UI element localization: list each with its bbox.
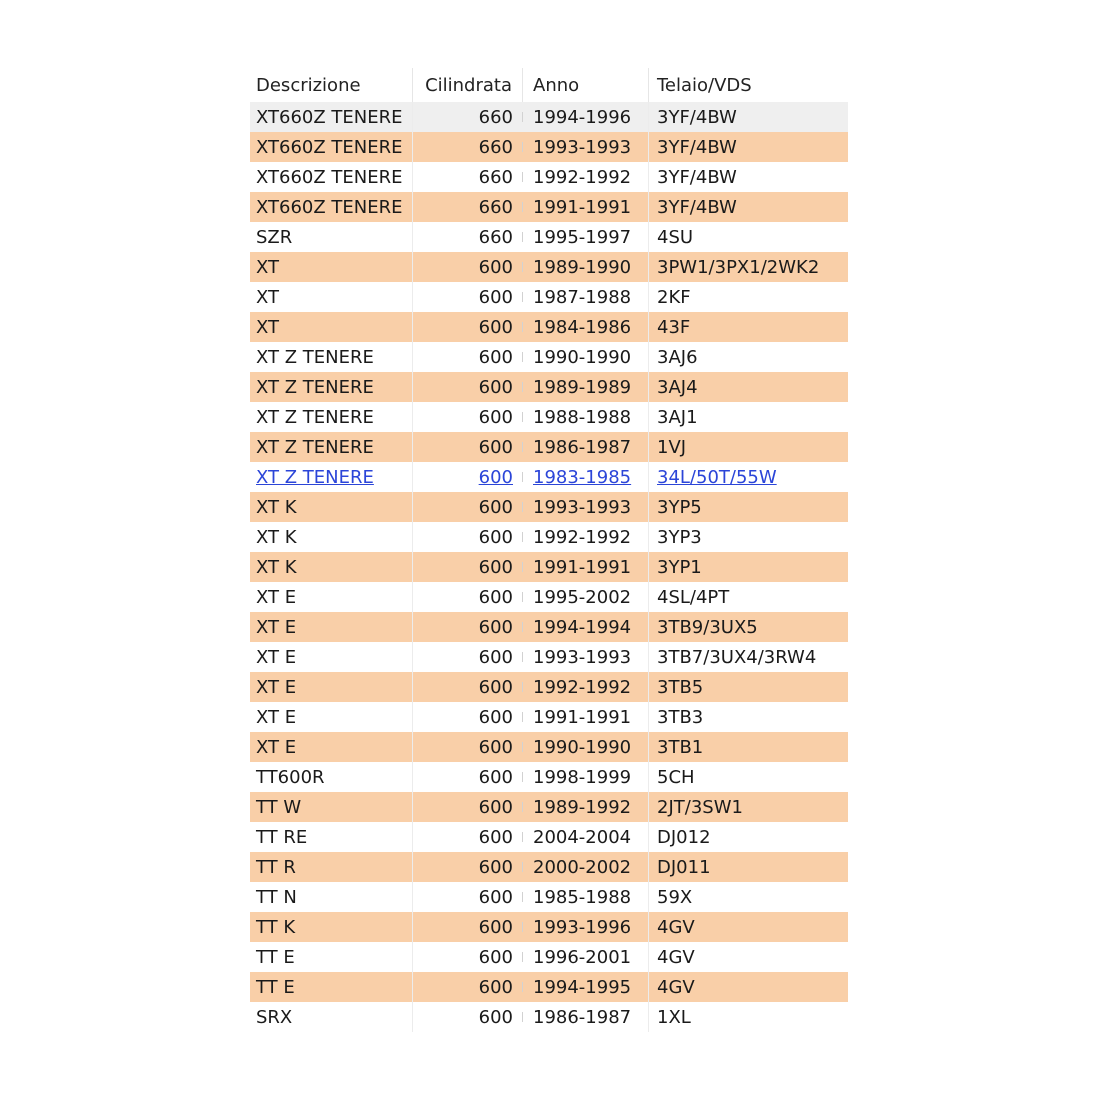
table-row[interactable] — [250, 462, 848, 492]
cell-telaio: 3YP1 — [657, 556, 702, 578]
table-row[interactable] — [250, 402, 848, 432]
cell-cilindrata: 600 — [413, 1002, 523, 1032]
cell-descrizione: XT — [250, 252, 413, 282]
cell-telaio: 3TB7/3UX4/3RW4 — [657, 646, 817, 668]
cell-cilindrata: 600 — [413, 852, 523, 882]
cell-anno: 1985-1988 — [523, 882, 649, 912]
cell-anno: 1993-1993 — [523, 642, 649, 672]
cell-descrizione: TT K — [250, 912, 413, 942]
cell-cilindrata: 660 — [413, 222, 523, 252]
table-row[interactable] — [250, 942, 848, 972]
cell-cilindrata: 600 — [413, 462, 523, 492]
table-row[interactable] — [250, 552, 848, 582]
cell-descrizione: TT RE — [250, 822, 413, 852]
cell-telaio: 3AJ1 — [657, 406, 698, 428]
cell-anno: 1994-1995 — [523, 972, 649, 1002]
cell-cilindrata: 600 — [413, 612, 523, 642]
table-row[interactable] — [250, 162, 848, 192]
cell-anno: 1993-1993 — [523, 132, 649, 162]
cell-cilindrata: 600 — [413, 372, 523, 402]
table-row[interactable] — [250, 852, 848, 882]
cell-telaio: 3PW1/3PX1/2WK2 — [657, 256, 820, 278]
cell-cilindrata: 600 — [413, 582, 523, 612]
cell-telaio: 2KF — [657, 286, 691, 308]
table-row[interactable] — [250, 222, 848, 252]
cell-descrizione: TT W — [250, 792, 413, 822]
cell-telaio: 2JT/3SW1 — [657, 796, 743, 818]
cell-cilindrata: 600 — [413, 432, 523, 462]
cell-descrizione: TT E — [250, 942, 413, 972]
cell-telaio: 3YP3 — [657, 526, 702, 548]
table-row[interactable] — [250, 282, 848, 312]
vehicle-table — [250, 68, 848, 1032]
table-row[interactable] — [250, 792, 848, 822]
cell-telaio: 3AJ4 — [657, 376, 698, 398]
cell-cilindrata: 600 — [413, 882, 523, 912]
cell-anno: 1994-1994 — [523, 612, 649, 642]
cell-cilindrata: 600 — [413, 912, 523, 942]
cell-cilindrata: 600 — [413, 672, 523, 702]
cell-telaio: 3YF/4BW — [657, 196, 737, 218]
cell-anno: 1991-1991 — [523, 552, 649, 582]
cell-anno: 2004-2004 — [523, 822, 649, 852]
table-row[interactable] — [250, 342, 848, 372]
cell-descrizione: XT660Z TENERE — [250, 102, 413, 132]
cell-descrizione: XT K — [250, 522, 413, 552]
cell-descrizione: SZR — [250, 222, 413, 252]
cell-descrizione: XT E — [250, 612, 413, 642]
column-header-anno[interactable]: Anno — [523, 68, 649, 102]
cell-anno: 1990-1990 — [523, 342, 649, 372]
cell-descrizione: XT Z TENERE — [250, 372, 413, 402]
cell-cilindrata: 660 — [413, 162, 523, 192]
cell-telaio: DJ012 — [657, 826, 711, 848]
cell-descrizione: SRX — [250, 1002, 413, 1032]
cell-anno: 1998-1999 — [523, 762, 649, 792]
cell-cilindrata: 600 — [413, 402, 523, 432]
cell-descrizione: XT E — [250, 642, 413, 672]
table-row[interactable] — [250, 102, 848, 132]
cell-cilindrata: 600 — [413, 642, 523, 672]
cell-descrizione: XT — [250, 282, 413, 312]
cell-anno: 1994-1996 — [523, 102, 649, 132]
cell-anno: 1989-1992 — [523, 792, 649, 822]
table-row[interactable] — [250, 432, 848, 462]
cell-descrizione: TT E — [250, 972, 413, 1002]
cell-cilindrata: 600 — [413, 312, 523, 342]
table-row[interactable] — [250, 522, 848, 552]
table-header — [250, 68, 848, 102]
cell-anno: 1992-1992 — [523, 672, 649, 702]
table-row[interactable] — [250, 612, 848, 642]
cell-telaio: 1VJ — [657, 436, 687, 458]
table-row[interactable] — [250, 882, 848, 912]
cell-anno: 1983-1985 — [523, 462, 649, 492]
cell-anno: 1990-1990 — [523, 732, 649, 762]
cell-descrizione: XT E — [250, 582, 413, 612]
table-row[interactable] — [250, 672, 848, 702]
cell-anno: 1996-2001 — [523, 942, 649, 972]
table-row[interactable] — [250, 912, 848, 942]
cell-anno: 1995-1997 — [523, 222, 649, 252]
cell-cilindrata: 600 — [413, 732, 523, 762]
table-row[interactable] — [250, 762, 848, 792]
column-header-descrizione[interactable]: Descrizione — [250, 68, 413, 102]
cell-telaio: 59X — [657, 886, 693, 908]
cell-anno: 1995-2002 — [523, 582, 649, 612]
cell-descrizione: TT600R — [250, 762, 413, 792]
cell-cilindrata: 660 — [413, 192, 523, 222]
cell-cilindrata: 600 — [413, 552, 523, 582]
cell-descrizione: XT K — [250, 552, 413, 582]
cell-anno: 1984-1986 — [523, 312, 649, 342]
cell-descrizione: TT N — [250, 882, 413, 912]
cell-telaio: 5CH — [657, 766, 695, 788]
cell-cilindrata: 600 — [413, 822, 523, 852]
cell-anno: 1987-1988 — [523, 282, 649, 312]
cell-anno: 1992-1992 — [523, 162, 649, 192]
cell-telaio: 3YP5 — [657, 496, 702, 518]
table-row[interactable] — [250, 822, 848, 852]
cell-descrizione: XT660Z TENERE — [250, 132, 413, 162]
cell-anno: 1993-1996 — [523, 912, 649, 942]
cell-descrizione: TT R — [250, 852, 413, 882]
cell-descrizione: XT660Z TENERE — [250, 192, 413, 222]
cell-telaio: 4GV — [657, 976, 695, 998]
cell-descrizione: XT E — [250, 672, 413, 702]
cell-cilindrata: 600 — [413, 252, 523, 282]
table-row[interactable] — [250, 1002, 848, 1032]
cell-telaio: 3YF/4BW — [657, 106, 737, 128]
cell-cilindrata: 600 — [413, 762, 523, 792]
cell-telaio: DJ011 — [657, 856, 711, 878]
cell-descrizione: XT Z TENERE — [250, 432, 413, 462]
cell-cilindrata: 600 — [413, 702, 523, 732]
table-row[interactable] — [250, 132, 848, 162]
cell-telaio: 3TB5 — [657, 676, 704, 698]
cell-anno: 1988-1988 — [523, 402, 649, 432]
table-row[interactable] — [250, 732, 848, 762]
cell-cilindrata: 600 — [413, 342, 523, 372]
cell-cilindrata: 660 — [413, 132, 523, 162]
cell-cilindrata: 600 — [413, 792, 523, 822]
cell-cilindrata: 600 — [413, 522, 523, 552]
cell-anno: 1991-1991 — [523, 702, 649, 732]
cell-descrizione: XT E — [250, 702, 413, 732]
table-row[interactable] — [250, 312, 848, 342]
cell-anno: 1989-1989 — [523, 372, 649, 402]
cell-anno: 1986-1987 — [523, 432, 649, 462]
table-row[interactable] — [250, 252, 848, 282]
cell-descrizione: XT660Z TENERE — [250, 162, 413, 192]
cell-telaio: 3TB3 — [657, 706, 704, 728]
table-body — [250, 102, 848, 1032]
cell-descrizione: XT Z TENERE — [250, 462, 413, 492]
cell-anno: 1993-1993 — [523, 492, 649, 522]
cell-telaio: 4SL/4PT — [657, 586, 730, 608]
cell-cilindrata: 600 — [413, 972, 523, 1002]
column-header-telaio[interactable]: Telaio/VDS — [657, 74, 752, 96]
cell-telaio: 3TB9/3UX5 — [657, 616, 758, 638]
table-row[interactable] — [250, 372, 848, 402]
cell-descrizione: XT E — [250, 732, 413, 762]
cell-anno: 1986-1987 — [523, 1002, 649, 1032]
cell-cilindrata: 600 — [413, 492, 523, 522]
cell-telaio: 3TB1 — [657, 736, 704, 758]
cell-descrizione: XT K — [250, 492, 413, 522]
cell-anno: 1991-1991 — [523, 192, 649, 222]
cell-telaio: 4SU — [657, 226, 694, 248]
cell-telaio: 34L/50T/55W — [657, 466, 777, 488]
cell-descrizione: XT Z TENERE — [250, 342, 413, 372]
cell-cilindrata: 600 — [413, 282, 523, 312]
table-row[interactable] — [250, 642, 848, 672]
cell-telaio: 43F — [657, 316, 691, 338]
cell-telaio: 3YF/4BW — [657, 136, 737, 158]
cell-anno: 2000-2002 — [523, 852, 649, 882]
cell-descrizione: XT Z TENERE — [250, 402, 413, 432]
table-row[interactable] — [250, 492, 848, 522]
table-row[interactable] — [250, 192, 848, 222]
cell-telaio: 4GV — [657, 946, 695, 968]
cell-telaio: 4GV — [657, 916, 695, 938]
table-row[interactable] — [250, 582, 848, 612]
cell-telaio: 3YF/4BW — [657, 166, 737, 188]
cell-cilindrata: 660 — [413, 102, 523, 132]
table-row[interactable] — [250, 702, 848, 732]
cell-cilindrata: 600 — [413, 942, 523, 972]
table-row[interactable] — [250, 972, 848, 1002]
cell-telaio: 1XL — [657, 1006, 691, 1028]
cell-descrizione: XT — [250, 312, 413, 342]
cell-telaio: 3AJ6 — [657, 346, 698, 368]
column-header-cilindrata[interactable]: Cilindrata — [413, 68, 523, 102]
cell-anno: 1992-1992 — [523, 522, 649, 552]
cell-anno: 1989-1990 — [523, 252, 649, 282]
